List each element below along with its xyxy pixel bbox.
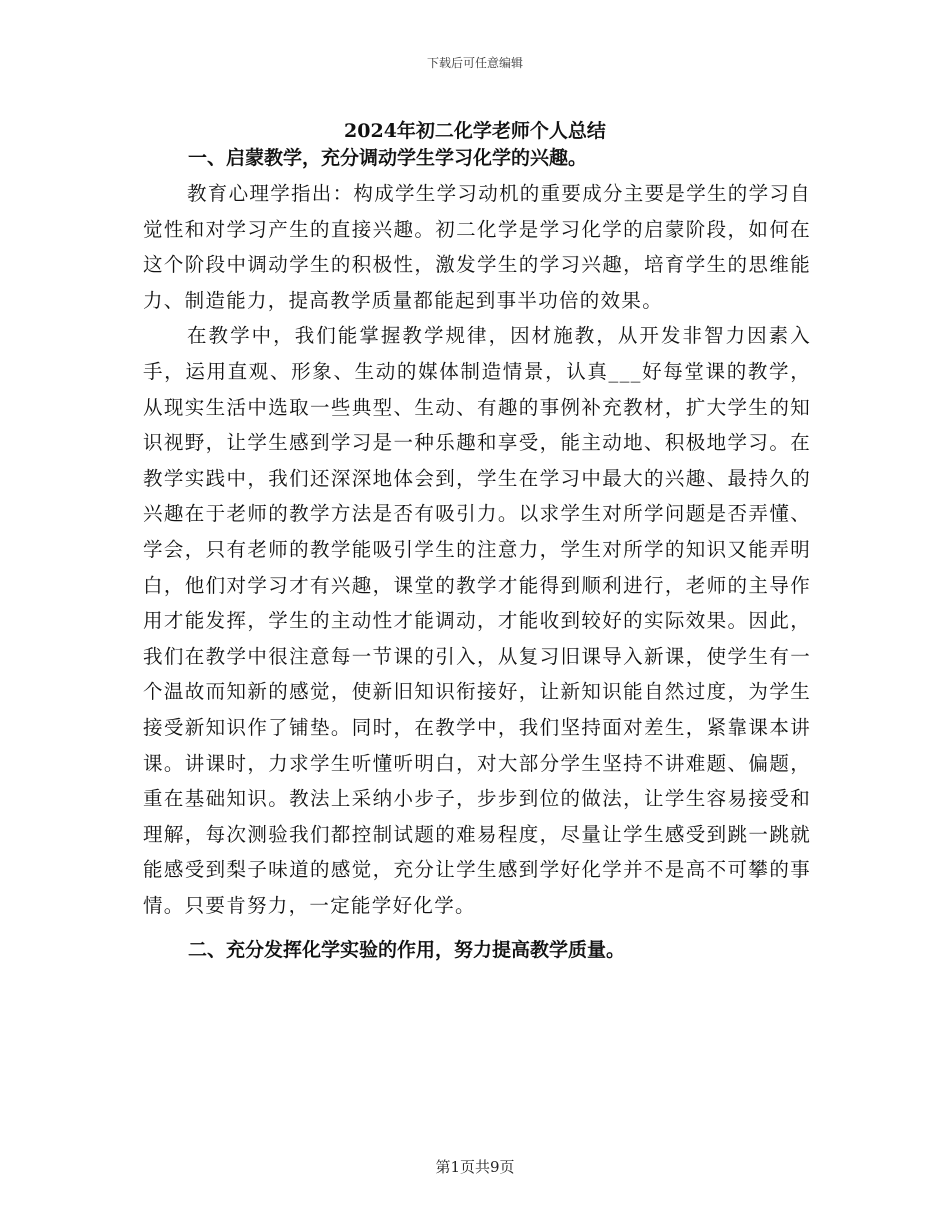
page-number-footer: 第1页共9页 (435, 1158, 515, 1176)
document-body (143, 140, 811, 968)
section-2-heading: 二、充分发挥化学实验的作用，努力提高教学质量。 (188, 939, 626, 962)
section-1-paragraph-1: 教育心理学指出：构成学生学习动机的重要成分主要是学生的学习自觉性和对学习产生的直接兴趣。初二化学是学习化学的启蒙阶段，如何在这个阶段中调动学生的积极性，激发学生的学习兴趣，培育学生的思维能力、制造能力，提高教学质量都能起到事半功倍的效果。 (143, 182, 812, 312)
document-title: 2024年初二化学老师个人总结 (344, 120, 606, 142)
section-1-heading: 一、启蒙教学，充分调动学生学习化学的兴趣。 (188, 147, 588, 169)
header-note: 下载后可任意编辑 (426, 56, 523, 70)
section-1-paragraph-2: 在教学中，我们能掌握教学规律，因材施教，从开发非智力因素入手，运用直观、形象、生动的媒体制造情景，认真___好每堂课的教学，从现实生活中选取一些典型、生动、有趣的事例补充教材，扩大学生的知识视野，让学生感到学习是一种乐趣和享受，能主动地、积极地学习。在教学实践中，我们还深深地体会到，学生在学习中最大的兴趣、最持久的兴趣在于老师的教学方法是否有吸引力。以求学生对所学问题是否弄懂、学会，只有老师的教学能吸引学生的注意力，学生对所学的知识又能弄明白，他们对学习才有兴趣，课堂的教学才能得到顺利进行，老师的主导作用才能发挥，学生的主动性才能调动，才能收到较好的实际效果。因此，我们在教学中很注意每一节课的引入，从复习旧课导入新课，使学生有一个温故而知新的感觉，使新旧知识衔接好，让新知识能自然过度，为学生接受新知识作了铺垫。同时，在教学中，我们坚持面对差生，紧靠课本讲课。讲课时，力求学生听懂听明白，对大部分学生坚持不讲难题、偏题，重在基础知识。教法上采纳小步子，步步到位的做法，让学生容易接受和理解，每次测验我们都控制试题的难易程度，尽量让学生感受到跳一跳就能感受到梨子味道的感觉，充分让学生感到学好化学并不是高不可攀的事情。只要肯努力，一定能学好化学。 (143, 324, 811, 917)
